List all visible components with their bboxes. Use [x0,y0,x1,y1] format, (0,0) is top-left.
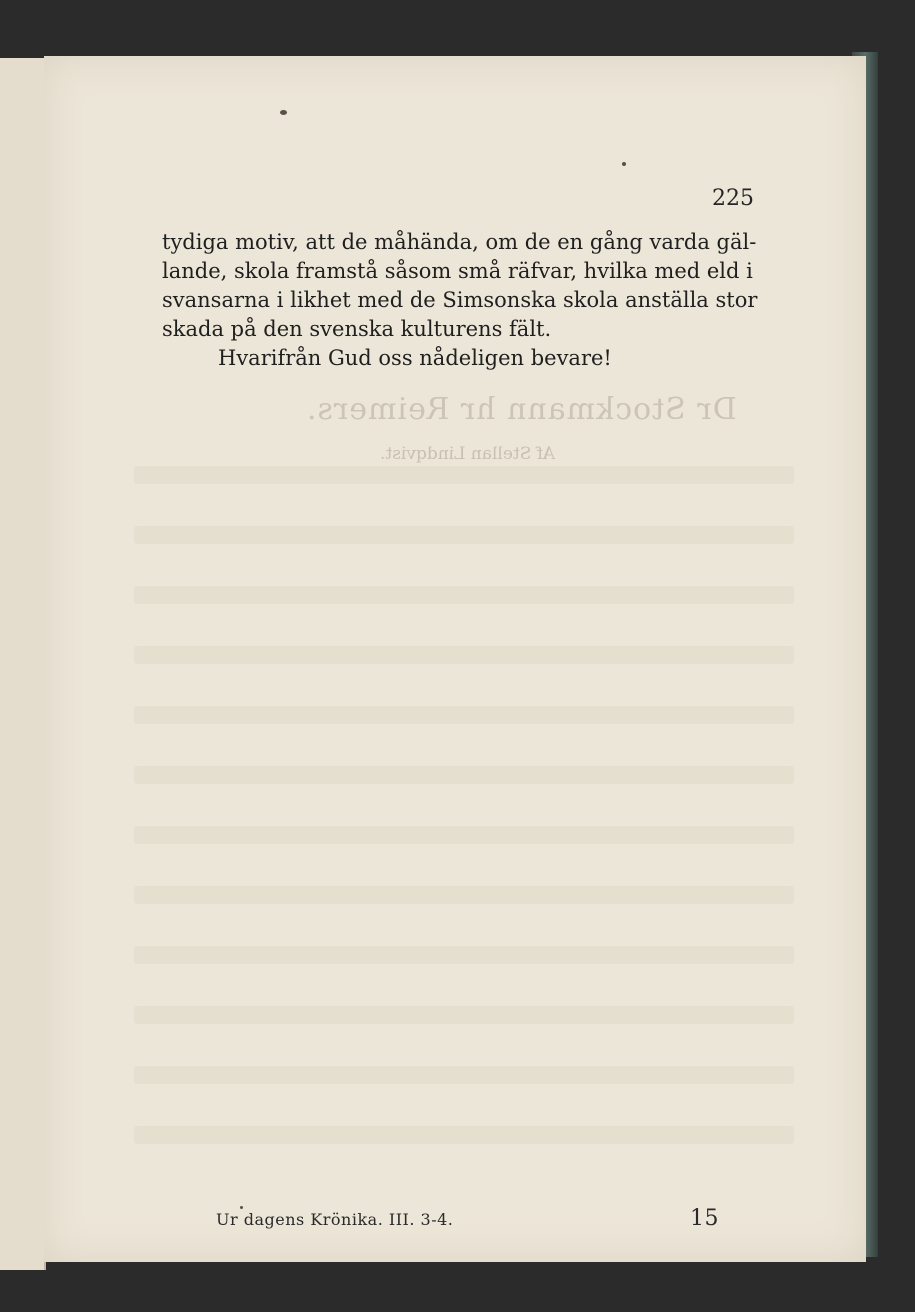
ink-speck [280,110,287,115]
bleed-through-line [134,526,794,544]
page-number: 225 [712,186,754,211]
closing-line: Hvarifrån Gud oss nådeligen bevare! [218,346,612,370]
text-line: skada på den svenska kulturens fält. [162,317,552,341]
ink-speck [622,162,626,166]
ink-speck [240,1206,243,1209]
text-line: tydiga motiv, att de måhända, om de en gång varda gäl- [162,230,757,254]
bleed-through-line [134,1066,794,1084]
bleed-through-line [134,886,794,904]
bleed-through-byline: Af Stellan Lindqvist. [380,444,556,464]
bleed-through-line [134,586,794,604]
body-text [162,228,774,373]
bleed-through-line [134,1126,794,1144]
text-line: lande, skola framstå såsom små räfvar, hvilka med eld i [162,259,753,283]
bleed-through-line [134,826,794,844]
bleed-through-line [134,766,794,784]
bleed-through-line [134,946,794,964]
footer-source: Ur dagens Krönika. III. 3-4. [216,1210,454,1229]
bleed-through-heading: Dr Stockmann hr Reimers. [306,392,737,427]
bleed-through-line [134,706,794,724]
bleed-through-line [134,646,794,664]
text-line: svansarna i likhet med de Simsonska skola anställa stor [162,288,758,312]
signature-mark: 15 [690,1206,719,1231]
previous-page-edge [0,58,46,1270]
bleed-through-line [134,1006,794,1024]
book-page [44,56,866,1262]
bleed-through-line [134,466,794,484]
